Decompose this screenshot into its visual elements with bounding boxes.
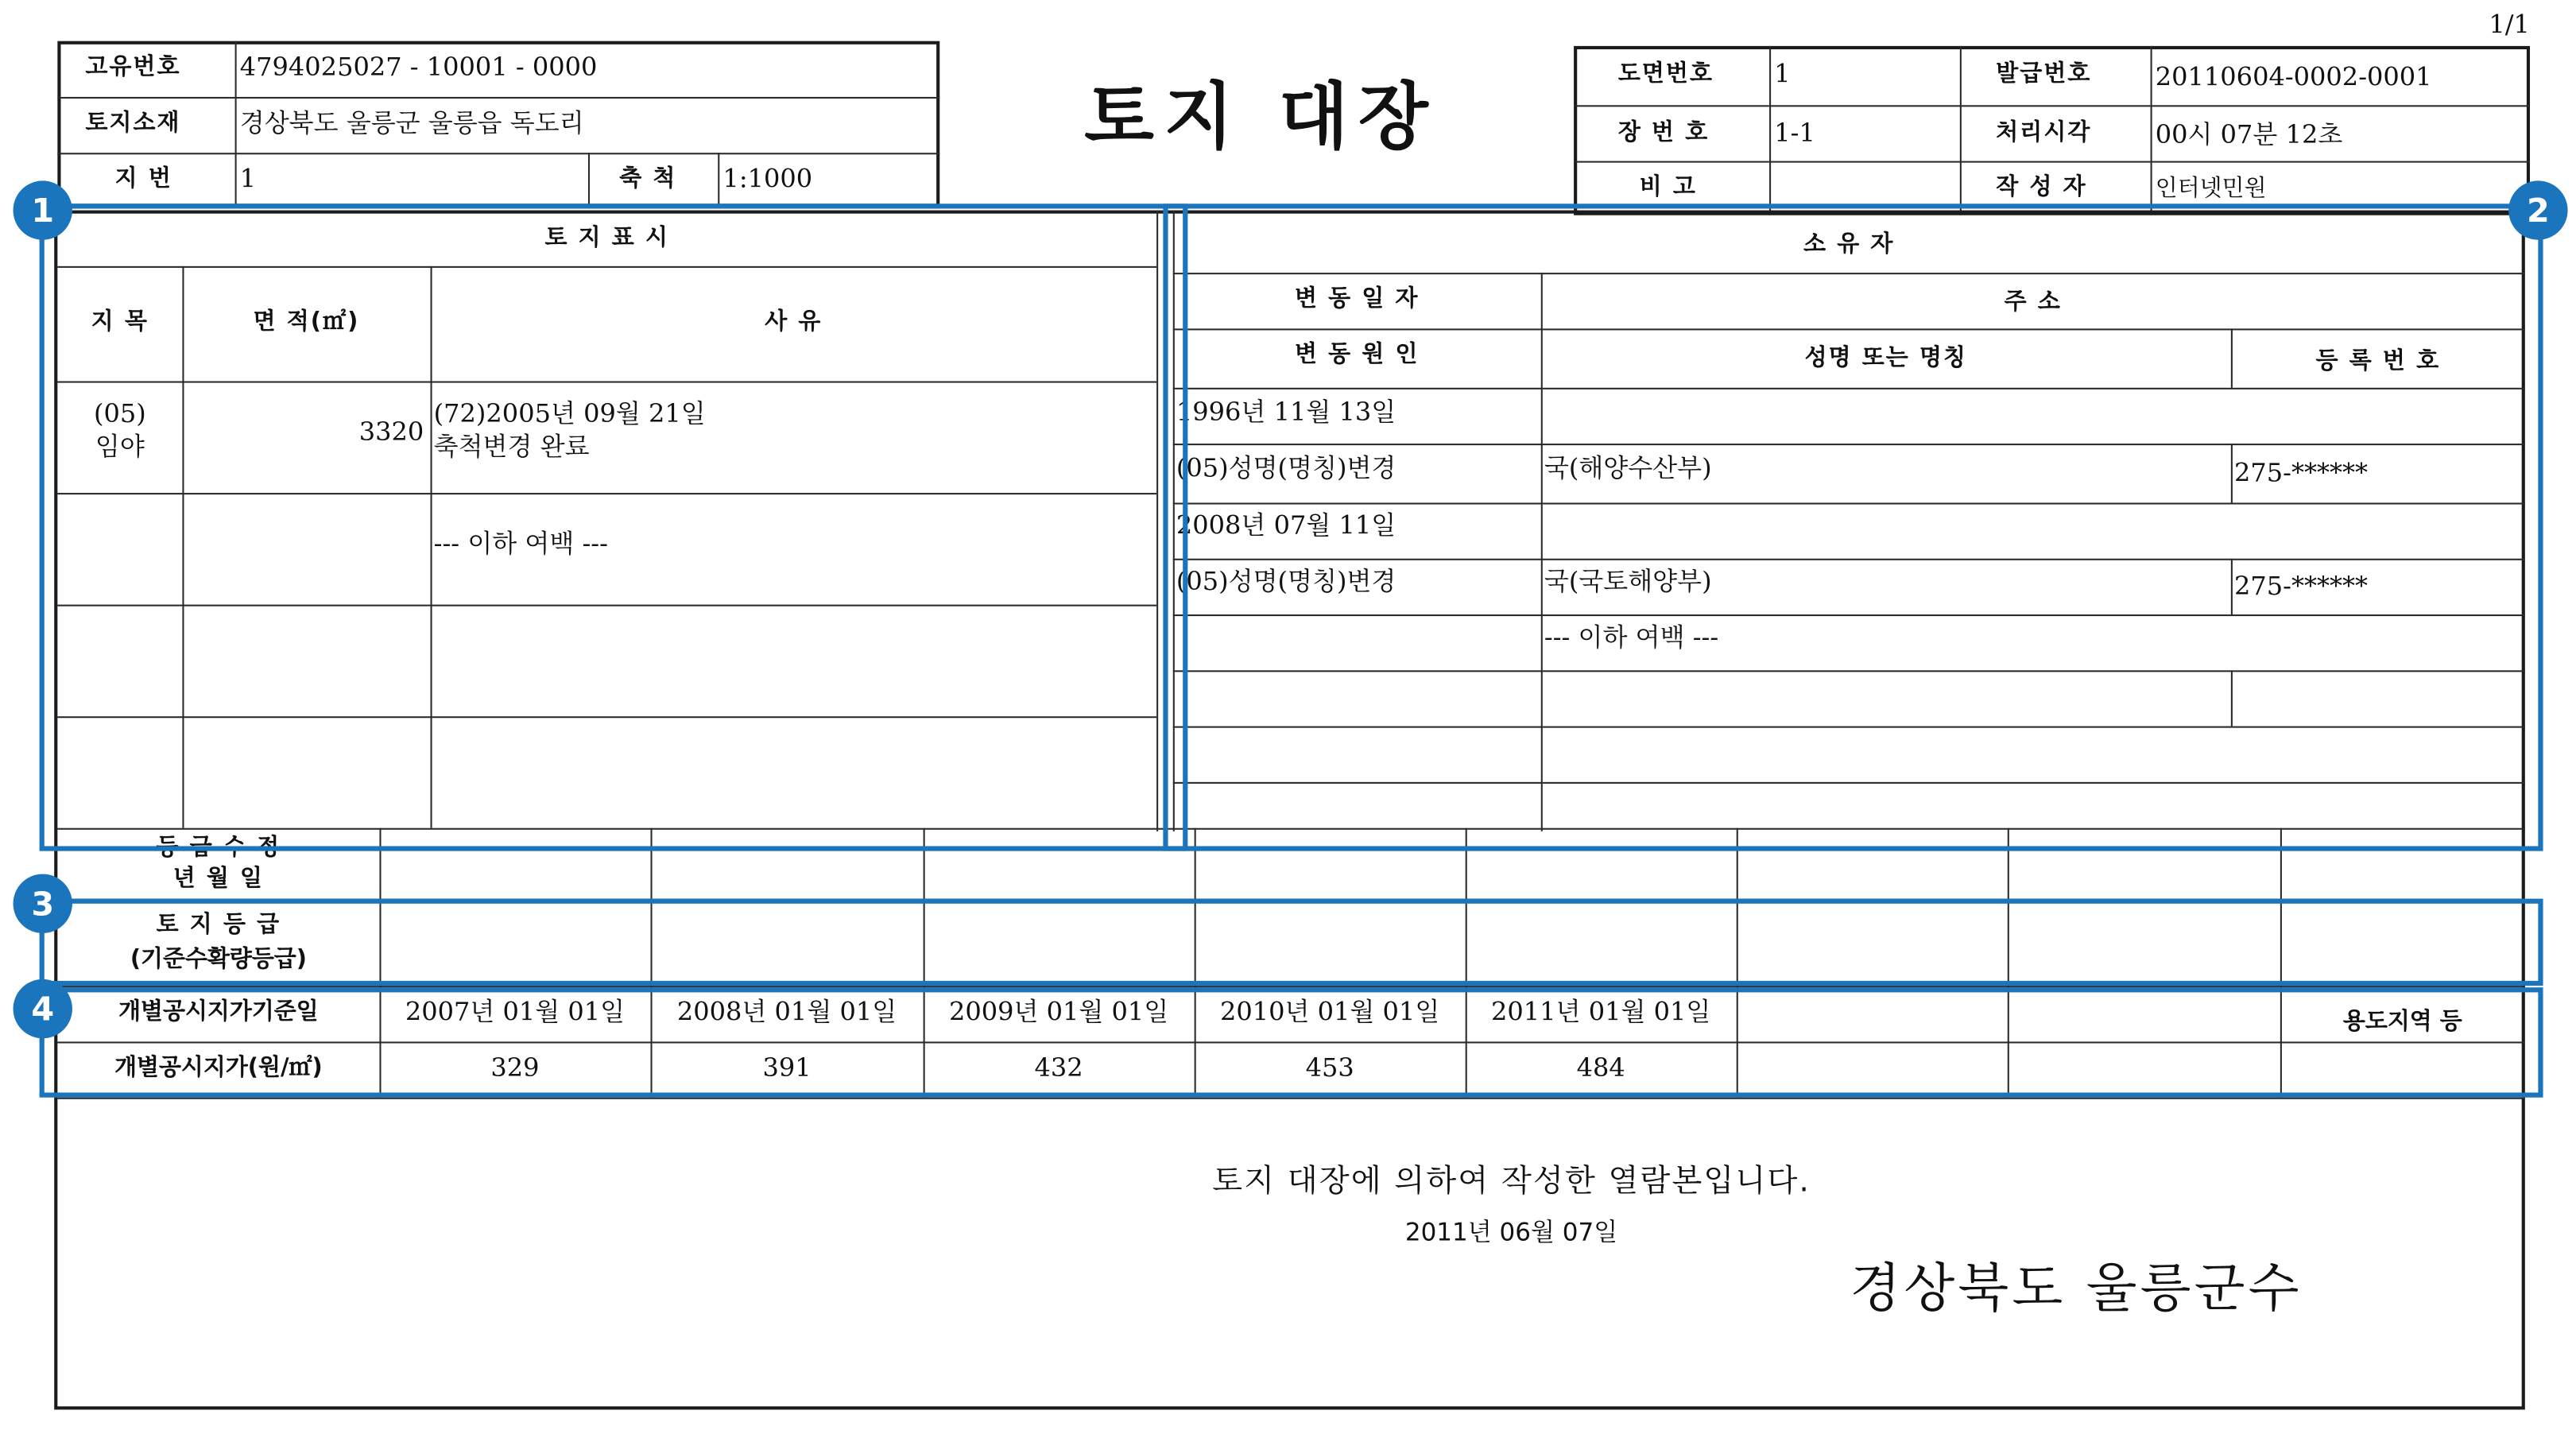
scale-label: 축 척 xyxy=(619,165,677,192)
callout-badge-2: 2 xyxy=(2508,180,2567,239)
owner-entry-2-cause: (05)성명(명칭)변경 xyxy=(1176,567,1396,597)
price-value-2010: 453 xyxy=(1305,1052,1354,1083)
land-section-title: 토 지 표 시 xyxy=(544,225,669,252)
land-col-area: 면 적(㎡) xyxy=(253,308,360,335)
map-no: 1 xyxy=(1774,59,1791,89)
land-row-category-code: (05) xyxy=(93,399,146,429)
price-date-2010: 2010년 01월 01일 xyxy=(1219,997,1440,1027)
owner-col-address: 주 소 xyxy=(2004,289,2062,316)
document-title: 토지 대장 xyxy=(1084,76,1439,160)
land-row-category-name: 임야 xyxy=(95,432,145,462)
owner-entry-1-cause: (05)성명(명칭)변경 xyxy=(1176,453,1396,483)
land-blank-note: --- 이하 여백 --- xyxy=(433,529,608,559)
land-row-reason-date: (72)2005년 09월 21일 xyxy=(433,399,706,429)
time-label: 처리시각 xyxy=(1996,119,2092,146)
land-grade-label-2: (기준수확량등급) xyxy=(130,946,307,973)
price-date-2009: 2009년 01월 01일 xyxy=(948,997,1169,1027)
location: 경상북도 울릉군 울릉읍 독도리 xyxy=(239,108,584,138)
price-value-2008: 391 xyxy=(762,1052,812,1083)
footer-date: 2011년 06월 07일 xyxy=(1404,1217,1618,1247)
land-row-area: 3320 xyxy=(358,417,424,448)
price-value-2009: 432 xyxy=(1034,1052,1083,1083)
owner-entry-2-reg: 275-****** xyxy=(2233,572,2369,602)
callout-box-land xyxy=(40,203,1188,851)
owner-section-title: 소 유 자 xyxy=(1803,231,1895,258)
owner-entry-1-name: 국(해양수산부) xyxy=(1544,453,1712,483)
map-no-label: 도면번호 xyxy=(1617,60,1714,87)
price-base-date-label: 개별공시지가기준일 xyxy=(118,998,319,1025)
owner-entry-2-date: 2008년 07월 11일 xyxy=(1176,510,1396,541)
unique-no: 4794025027 - 10001 - 0000 xyxy=(239,52,598,83)
callout-box-price xyxy=(40,987,2543,1097)
scale: 1:1000 xyxy=(722,164,813,194)
land-grade-label: 토 지 등 급 xyxy=(156,912,281,939)
callout-badge-3: 3 xyxy=(14,874,72,933)
owner-entry-2-name: 국(국토해양부) xyxy=(1544,567,1712,597)
footer-statement: 토지 대장에 의하여 작성한 열람본입니다. xyxy=(1212,1163,1811,1199)
price-value-2007: 329 xyxy=(490,1052,540,1083)
zone-label: 용도지역 등 xyxy=(2342,1009,2462,1036)
issuer-name: 경상북도 울릉군수 xyxy=(1850,1257,2303,1320)
price-value-2011: 484 xyxy=(1576,1052,1625,1083)
lot-number: 1 xyxy=(239,164,257,194)
callout-badge-4: 4 xyxy=(14,979,72,1038)
sheet-no: 1-1 xyxy=(1774,118,1815,149)
owner-col-reg: 등 록 번 호 xyxy=(2315,348,2441,375)
page-counter: 1/1 xyxy=(2489,10,2530,40)
issue-no: 20110604-0002-0001 xyxy=(2155,62,2432,92)
author: 인터넷민원 xyxy=(2155,176,2267,203)
land-col-reason: 사 유 xyxy=(765,308,823,335)
callout-badge-1: 1 xyxy=(14,180,72,239)
remark-label: 비 고 xyxy=(1639,174,1697,201)
grade-revision-label: 등 급 수 정 xyxy=(156,834,281,862)
callout-box-owner xyxy=(1163,203,2543,851)
sheet-no-label: 장 번 호 xyxy=(1617,119,1710,146)
location-label: 토지소재 xyxy=(85,110,181,137)
owner-col-name: 성명 또는 명칭 xyxy=(1804,345,1968,372)
price-date-2007: 2007년 01월 01일 xyxy=(405,997,626,1027)
unique-no-label: 고유번호 xyxy=(85,54,181,81)
owner-col-cause: 변 동 원 인 xyxy=(1295,341,1420,368)
price-date-2011: 2011년 01월 01일 xyxy=(1491,997,1711,1027)
callout-box-grade xyxy=(40,899,2543,986)
land-row-reason-text: 축척변경 완료 xyxy=(433,432,590,462)
issue-no-label: 발급번호 xyxy=(1996,60,2092,87)
owner-blank-note: --- 이하 여백 --- xyxy=(1544,622,1719,653)
owner-col-date: 변 동 일 자 xyxy=(1295,285,1420,312)
owner-entry-1-date: 1996년 11월 13일 xyxy=(1176,397,1396,428)
grade-revision-label-2: 년 월 일 xyxy=(172,866,265,893)
price-date-2008: 2008년 01월 01일 xyxy=(676,997,897,1027)
lot-label: 지 번 xyxy=(114,165,172,192)
author-label: 작 성 자 xyxy=(1996,174,2087,201)
processing-time: 00시 07분 12초 xyxy=(2155,119,2343,150)
owner-entry-1-reg: 275-****** xyxy=(2233,458,2369,488)
price-value-label: 개별공시지가(원/㎡) xyxy=(114,1054,323,1082)
land-col-category: 지 목 xyxy=(91,308,149,335)
